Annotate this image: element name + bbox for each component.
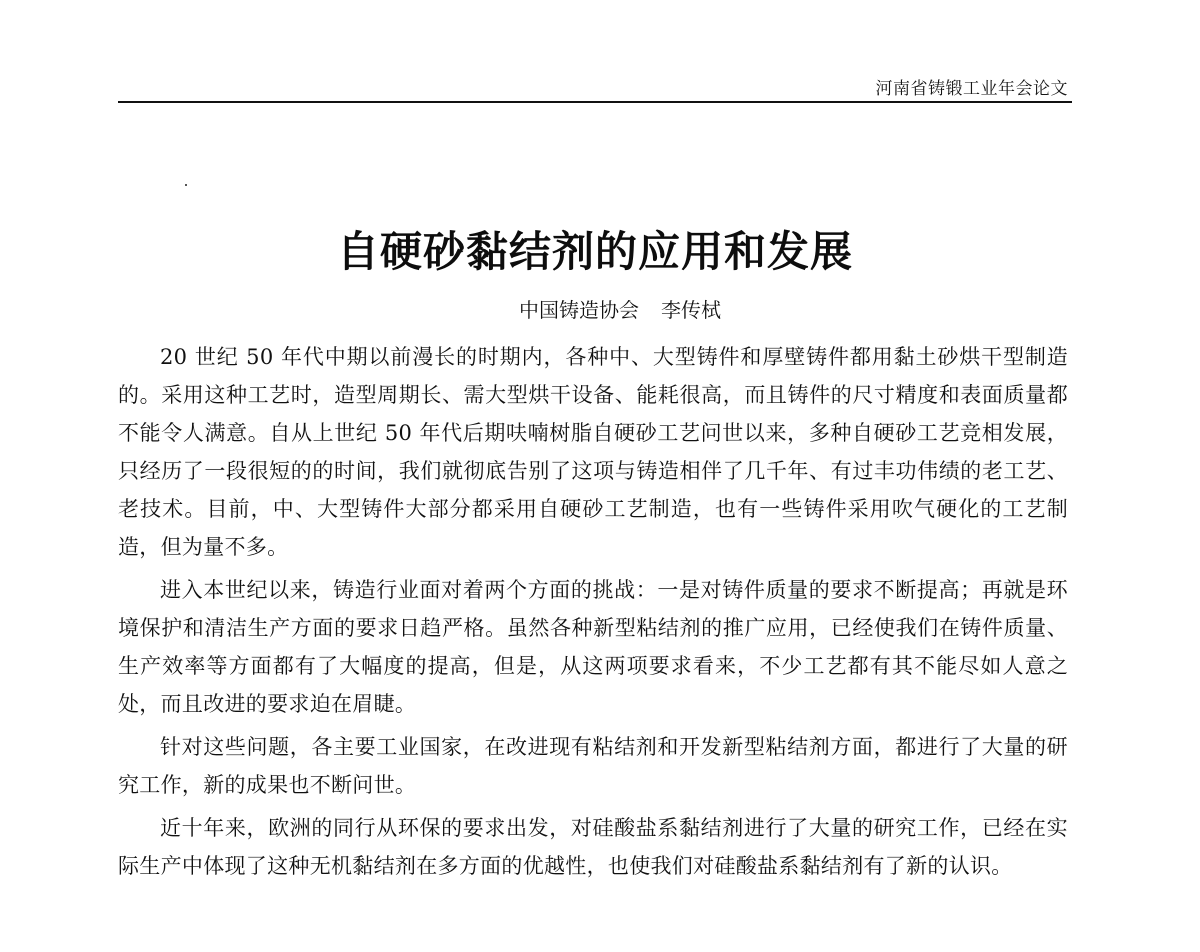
paragraph-3: 针对这些问题，各主要工业国家，在改进现有粘结剂和开发新型粘结剂方面，都进行了大量的研究工作，新的成果也不断问世。 <box>118 735 1068 797</box>
header-rule <box>118 101 1072 103</box>
scan-speck <box>185 184 187 186</box>
running-header: 河南省铸锻工业年会论文 <box>875 79 1068 99</box>
paragraph-1: 20 世纪 50 年代中期以前漫长的时期内，各种中、大型铸件和厚壁铸件都用黏土砂烘干型制造的。采用这种工艺时，造型周期长、需大型烘干设备、能耗很高，而且铸件的尺寸精度和表面质量都不能令人满意。自从上世纪 50 年代后期呋喃树脂自硬砂工艺问世以来，多种自硬砂工艺竞相发展，只经历了一段很短的的时间，我们就彻底告别了这项与铸造相伴了几千年、有过丰功伟绩的老工艺、老技术。目前，中、大型铸件大部分都采用自硬砂工艺制造，也有一些铸件采用吹气硬化的工艺制造，但为量不多。 <box>118 345 1068 559</box>
affiliation: 中国铸造协会 <box>519 298 639 322</box>
author-name: 李传栻 <box>661 298 721 322</box>
paragraph-4: 近十年来，欧洲的同行从环保的要求出发，对硅酸盐系黏结剂进行了大量的研究工作，已经在实际生产中体现了这种无机黏结剂在多方面的优越性，也使我们对硅酸盐系黏结剂有了新的认识。 <box>118 816 1068 878</box>
article-body <box>118 338 1068 890</box>
byline <box>0 297 1200 323</box>
paragraph-2: 进入本世纪以来，铸造行业面对着两个方面的挑战：一是对铸件质量的要求不断提高；再就是环境保护和清洁生产方面的要求日趋严格。虽然各种新型粘结剂的推广应用，已经使我们在铸件质量、生产效率等方面都有了大幅度的提高，但是，从这两项要求看来，不少工艺都有其不能尽如人意之处，而且改进的要求迫在眉睫。 <box>118 578 1068 716</box>
article-title: 自硬砂黏结剂的应用和发展 <box>336 227 853 277</box>
